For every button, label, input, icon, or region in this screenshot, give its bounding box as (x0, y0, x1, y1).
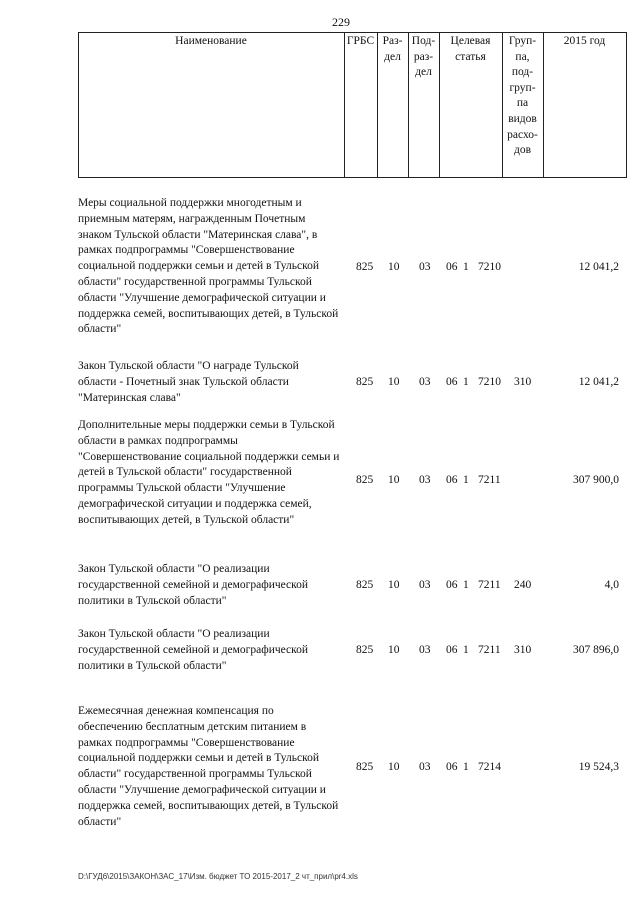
row-target-program: 06 (446, 761, 458, 773)
row-grbs: 825 (356, 261, 374, 273)
header-podrazdel-line: дел (415, 66, 432, 79)
footer-file-path: D:\ГУД6\2015\ЗАКОН\ЗАС_17\Изм. бюджет ТО 2015-2017_2 чт_прил\pr4.xls (78, 872, 358, 881)
row-name: Закон Тульской области "О реализации государственной семейной и демографической политики в Тульской области" (78, 628, 309, 672)
row-vid: 310 (514, 644, 532, 656)
header-vid (502, 34, 543, 159)
row-name: Ежемесячная денежная компенсация по обеспечению бесплатным детским питанием в рамках подпрограммы "Совершенствование социальной поддержки семьи и детей в Тульской области" государственной программы Тульской области "Улучшение демографической ситуации и поддержка семей, воспитывающих детей, в Тульской области" (78, 705, 339, 828)
row-target-program: 06 (446, 474, 458, 486)
row-grbs: 825 (356, 644, 374, 656)
header-target-line: Целевая (450, 35, 491, 47)
row-target-subprogram: 1 (463, 761, 469, 773)
row-razdel: 10 (388, 579, 400, 591)
header-vid-line: груп- (509, 81, 536, 94)
row-target-subprogram: 1 (463, 261, 469, 273)
col-divider (344, 32, 345, 178)
col-divider (543, 32, 544, 178)
row-razdel: 10 (388, 261, 400, 273)
row-target-subprogram: 1 (463, 474, 469, 486)
row-razdel: 10 (388, 376, 400, 388)
row-target-subprogram: 1 (463, 644, 469, 656)
header-grbs: ГРБС (346, 35, 375, 47)
header-bottom-rule (78, 177, 627, 178)
table-header (78, 32, 627, 178)
header-vid-line: видов (508, 112, 537, 125)
row-target-subprogram: 1 (463, 579, 469, 591)
row-name: Закон Тульской области "О реализации государственной семейной и демографической политики в Тульской области" (78, 563, 309, 607)
row-target-program: 06 (446, 644, 458, 656)
row-target-code: 7210 (478, 376, 501, 388)
header-target-line: статья (455, 50, 486, 63)
header-razdel-line: дел (384, 50, 401, 63)
row-amount: 307 900,0 (573, 474, 619, 486)
row-podrazdel: 03 (419, 474, 431, 486)
page-number: 229 (332, 15, 350, 29)
row-target-program: 06 (446, 579, 458, 591)
header-vid-line: расхо- (507, 128, 538, 141)
row-razdel: 10 (388, 761, 400, 773)
header-vid-line: па, (515, 50, 530, 63)
row-podrazdel: 03 (419, 761, 431, 773)
row-target-code: 7214 (478, 761, 501, 773)
row-grbs: 825 (356, 579, 374, 591)
header-podrazdel-line: Под- (411, 35, 436, 47)
col-divider (626, 32, 627, 178)
row-razdel: 10 (388, 474, 400, 486)
header-target (439, 34, 502, 65)
header-name: Наименование (175, 35, 247, 47)
row-amount: 12 041,2 (578, 376, 619, 388)
row-name: Закон Тульской области "О награде Тульской области - Почетный знак Тульской области "Материнская слава" (78, 360, 299, 404)
row-target-program: 06 (446, 376, 458, 388)
row-grbs: 825 (356, 376, 374, 388)
row-podrazdel: 03 (419, 579, 431, 591)
row-amount: 19 524,3 (578, 761, 619, 773)
row-amount: 12 041,2 (578, 261, 619, 273)
row-vid: 240 (514, 579, 532, 591)
header-vid-line: па (516, 97, 529, 110)
row-target-code: 7211 (478, 474, 501, 486)
header-vid-line: Груп- (508, 35, 537, 47)
row-target-code: 7211 (478, 644, 501, 656)
header-razdel-line: Раз- (382, 35, 403, 47)
row-podrazdel: 03 (419, 376, 431, 388)
col-divider (78, 32, 79, 178)
row-grbs: 825 (356, 474, 374, 486)
row-target-code: 7210 (478, 261, 501, 273)
row-razdel: 10 (388, 644, 400, 656)
row-target-code: 7211 (478, 579, 501, 591)
header-top-rule (78, 32, 627, 33)
row-name: Дополнительные меры поддержки семьи в Тульской области в рамках подпрограммы "Совершенствование социальной поддержки семьи и детей в Тульской области" государственной программы Тульской области "Улучшение демографической ситуации и поддержка семей, воспитывающих детей, в Тульской области" (78, 419, 340, 526)
row-grbs: 825 (356, 761, 374, 773)
header-vid-line: дов (513, 144, 532, 157)
row-target-subprogram: 1 (463, 376, 469, 388)
header-vid-line: под- (511, 66, 534, 79)
header-razdel (377, 34, 408, 65)
row-name: Меры социальной поддержки многодетным и приемным матерям, награжденным Почетным знаком Тульской области "Материнская слава", в рамках подпрограммы "Совершенствование социальной поддержки семьи и детей в Тульской области" государственной программы Тульской области "Улучшение демографической ситуации и поддержка семей, воспитывающих детей, в Тульской области" (78, 197, 339, 336)
row-podrazdel: 03 (419, 644, 431, 656)
header-podrazdel (408, 34, 439, 81)
header-year: 2015 год (563, 35, 606, 47)
row-amount: 307 896,0 (573, 644, 619, 656)
row-vid: 310 (514, 376, 532, 388)
row-amount: 4,0 (604, 579, 619, 591)
row-target-program: 06 (446, 261, 458, 273)
row-podrazdel: 03 (419, 261, 431, 273)
header-podrazdel-line: раз- (413, 50, 434, 63)
